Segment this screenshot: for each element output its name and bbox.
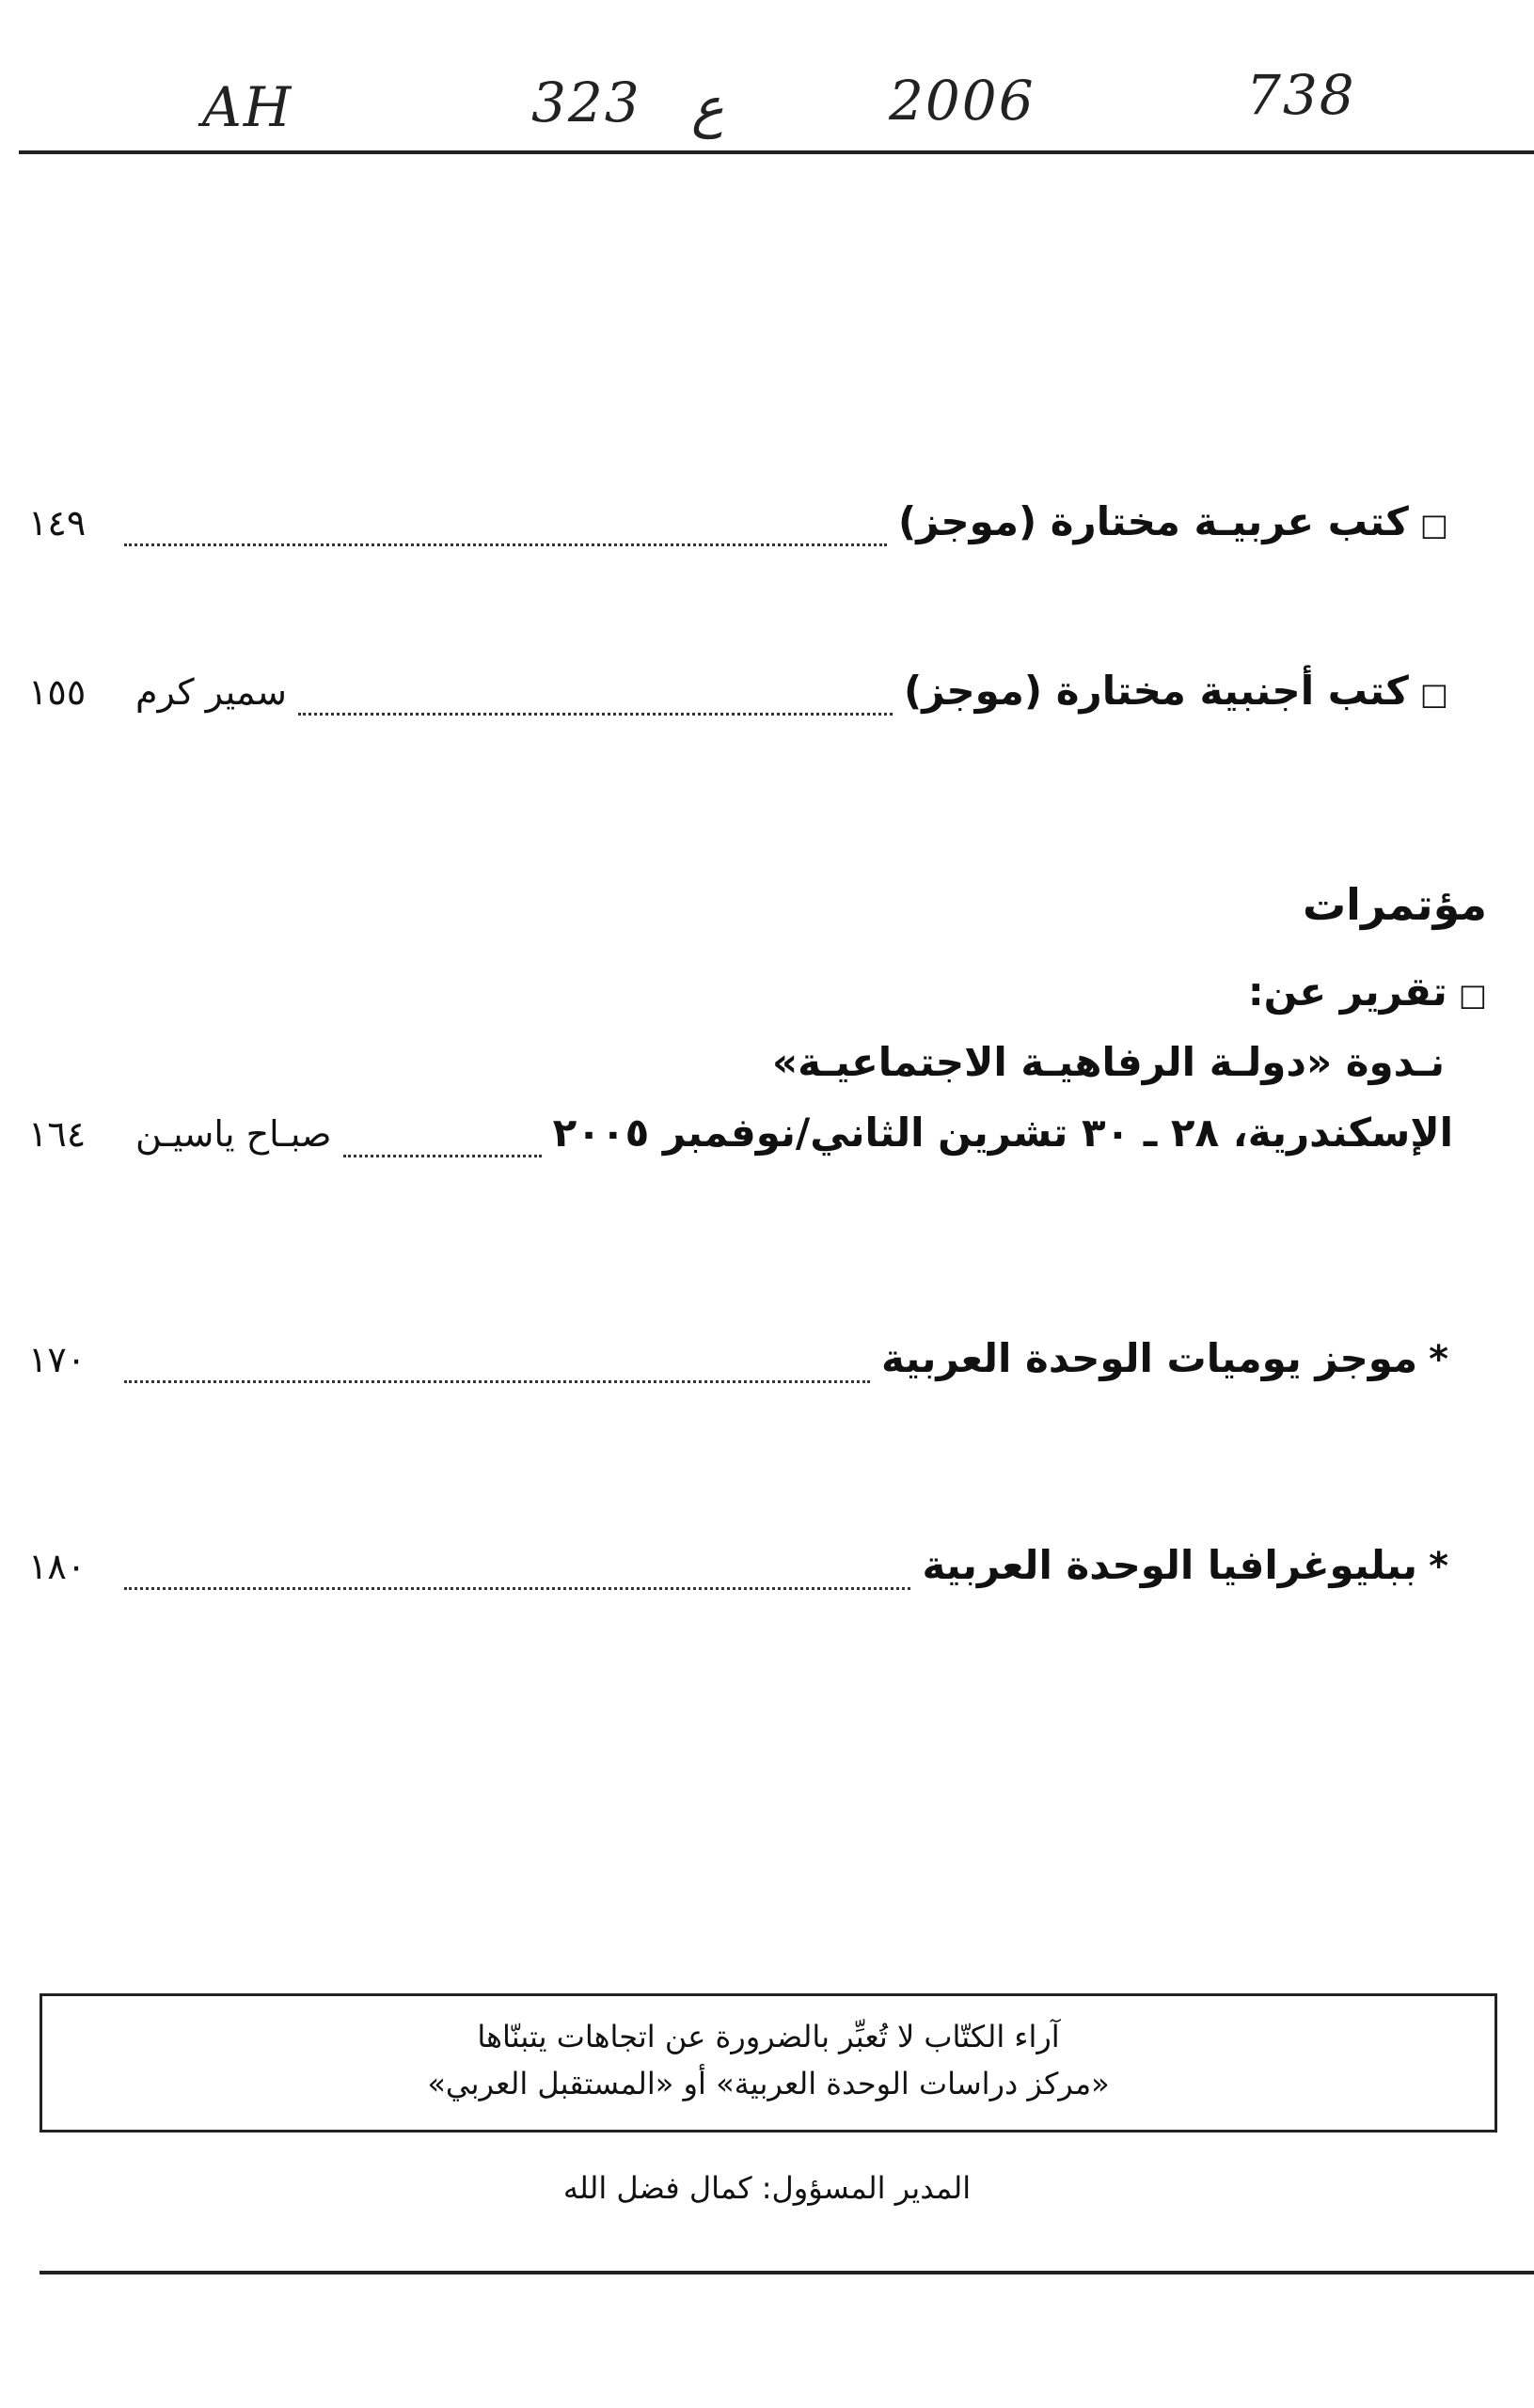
toc-author: سمير كرم bbox=[135, 671, 287, 713]
handwritten-mark-4: 2006 bbox=[889, 69, 1036, 133]
disclaimer-box bbox=[40, 1993, 1497, 2133]
dot-leader bbox=[343, 1155, 542, 1157]
conference-place-date: الإسكندرية، ٢٨ ـ ٣٠ تشرين الثاني/نوفمبر ٢٠٠٥ bbox=[552, 1110, 1453, 1156]
toc-page-number: ١٨٠ bbox=[28, 1546, 87, 1587]
toc-row-foreign-books bbox=[28, 668, 1448, 733]
toc-title: كتب عربيـة مختارة (موجز) bbox=[898, 498, 1409, 544]
dot-leader bbox=[298, 713, 893, 716]
toc-page-number: ١٥٥ bbox=[28, 671, 87, 713]
toc-author: صبـاح ياسيـن bbox=[135, 1113, 332, 1155]
checkbox-bullet-icon: □ bbox=[1419, 676, 1448, 712]
disclaimer-line-1: آراء الكتّاب لا تُعبِّر بالضرورة عن اتجاهات يتبنّاها bbox=[477, 2019, 1060, 2054]
checkbox-bullet-icon: □ bbox=[1419, 507, 1448, 543]
handwritten-mark-1: AH bbox=[202, 75, 293, 139]
report-label-text: تقرير عن: bbox=[1247, 968, 1447, 1015]
toc-title: ببليوغرافيا الوحدة العربية bbox=[922, 1542, 1418, 1588]
asterisk-bullet-icon: * bbox=[1429, 1338, 1448, 1381]
toc-row-conference bbox=[28, 1110, 1453, 1175]
top-rule bbox=[19, 150, 1534, 154]
toc-page-number: ١٦٤ bbox=[28, 1113, 87, 1155]
disclaimer-line-2: «مركز دراسات الوحدة العربية» أو «المستقبل العربي» bbox=[427, 2066, 1110, 2101]
conference-title: نـدوة «دولـة الرفاهيـة الاجتماعيـة» bbox=[771, 1039, 1445, 1085]
toc-page-number: ١٤٩ bbox=[28, 502, 87, 543]
dot-leader bbox=[124, 1587, 910, 1590]
asterisk-bullet-icon: * bbox=[1429, 1545, 1448, 1588]
handwritten-mark-5: 738 bbox=[1246, 63, 1356, 127]
handwritten-mark-2: 323 bbox=[531, 71, 641, 134]
section-heading-conferences: مؤتمرات bbox=[1302, 879, 1487, 930]
conference-report-label bbox=[1248, 968, 1487, 1015]
handwritten-mark-3: ع bbox=[691, 75, 724, 139]
dot-leader bbox=[124, 543, 887, 546]
toc-row-arabic-books bbox=[28, 498, 1448, 564]
toc-page-number: ١٧٠ bbox=[28, 1339, 87, 1380]
toc-row-chronology bbox=[28, 1335, 1448, 1401]
toc-title: موجز يوميات الوحدة العربية bbox=[881, 1335, 1418, 1381]
checkbox-bullet-icon: □ bbox=[1458, 977, 1487, 1013]
toc-row-bibliography bbox=[28, 1542, 1448, 1608]
managing-director: المدير المسؤول: كمال فضل الله bbox=[562, 2170, 972, 2206]
toc-title: كتب أجنبية مختارة (موجز) bbox=[904, 668, 1409, 714]
bottom-rule bbox=[40, 2271, 1534, 2274]
dot-leader bbox=[124, 1380, 870, 1383]
